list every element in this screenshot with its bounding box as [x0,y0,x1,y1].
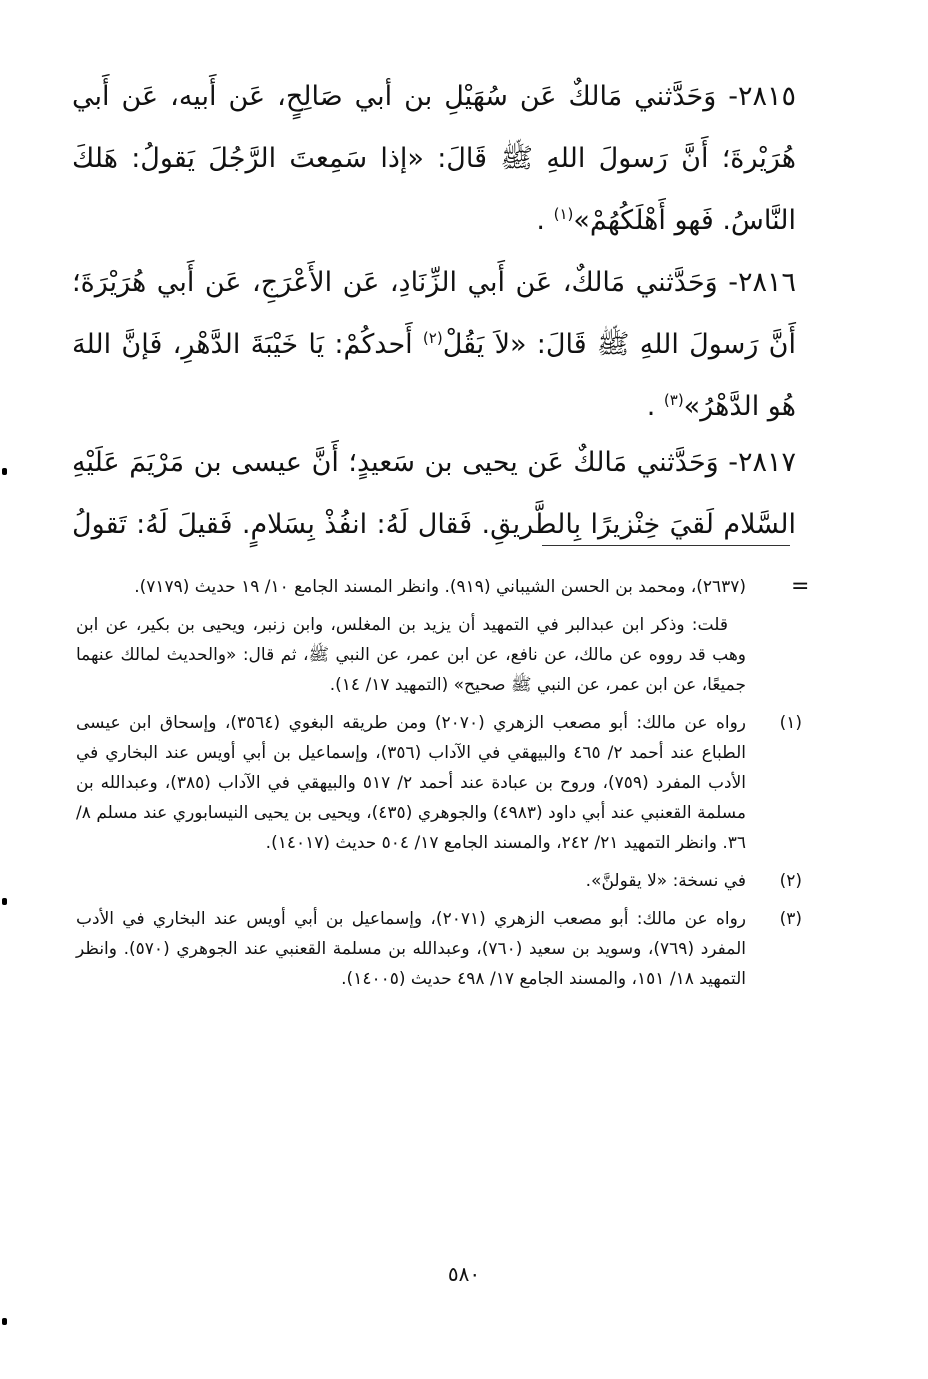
hadith-text-cont: أَحدكُمْ: يَا خَيْبَةَ الدَّهْرِ، فَإنَّ اللهَ هُو الدَّهْرُ» [72,329,796,422]
hadith-text: ٢٨١٥- وَحَدَّثني مَالكٌ عَن سُهَيْلِ بن أبي صَالِحٍ، عَن أَبيه، عَن أَبي هُرَيْرةَ؛ أَنَّ رَسولَ اللهِ ﷺ قَالَ: «إذا سَمِعتَ الرَّجُلَ يَقولُ: هَلكَ النَّاسُ. فَهو أَهْلَكُهُمْ» [72,81,796,236]
footnote-1 [76,708,802,858]
hadith-text: ٢٨١٧- وَحَدَّثني مَالكٌ عَن يحيى بن سَعيدٍ؛ أَنَّ عيسى بن مَرْيَمَ عَلَيْهِ السَّلام لَقيَ خِنْزيرًا بِالطَّريقِ. فَقال لَهُ: انفُذْ بِسَلامٍ. فَقيلَ لَهُ: تَقولُ [72,447,796,540]
footnote-number: (٢) [779,871,802,891]
hadith-end: . [646,391,664,422]
hadith-2815 [72,66,796,252]
footnote-number: (١) [779,713,802,733]
hadith-end: . [536,205,554,236]
hadith-2816 [72,252,796,438]
footnote-continued: (٢٦٣٧)، ومحمد بن الحسن الشيباني (٩١٩). وانظر المسند الجامع ١٠/ ١٩ حديث (٧١٧٩). [134,577,746,597]
scan-mark [2,1318,7,1325]
footnote-3 [76,904,802,994]
footnote-2 [76,866,802,896]
continuation-marker: = [791,574,810,599]
page-number: ٥٨٠ [447,1262,481,1286]
hadith-2817 [72,432,796,556]
footnotes [76,572,802,1002]
footnote-text: رواه عن مالك: أبو مصعب الزهري (٢٠٧١)، وإسماعيل بن أبي أويس عند البخاري في الأدب المفرد (٧٦٩)، وسويد بن سعيد (٧٦٠)، وعبدالله بن مسلمة القعنبي عند الجوهري (٥٧٠). وانظر التمهيد ١٨/ ١٥١، والمسند الجامع ١٧/ ٤٩٨ حديث (١٤٠٠٥). [76,909,746,989]
scan-mark [2,468,7,475]
hadith-text: ٢٨١٦- وَحَدَّثني مَالكٌ، عَن أَبي الزِّنَادِ، عَن الأَعْرَجِ، عَن أَبي هُرَيْرَةَ؛ أَنَّ رَسولَ اللهِ ﷺ قَالَ: «لاَ يَقُلْ [72,267,796,360]
scan-mark [2,898,7,905]
footnote-ref: (٣) [663,391,684,409]
footnote-ref: (٢) [422,329,443,347]
footnote-ref: (١) [553,205,574,223]
footnote-number: (٣) [779,909,802,929]
footnote-text: رواه عن مالك: أبو مصعب الزهري (٢٠٧٠) ومن طريقه البغوي (٣٥٦٤)، وإسحاق ابن عيسى الطباع عند أحمد ٢/ ٤٦٥ والبيهقي في الآداب (٣٥٦)، وإسماعيل بن أبي أويس عند البخاري في الأدب المفرد (٧٥٩)، وروح بن عبادة عند أحمد ٢/ ٥١٧ والبيهقي في الآداب (٣٨٥)، وعبدالله بن مسلمة القعنبي عند أبي داود (٤٩٨٣) والجوهري (٤٣٥)، ويحيى بن يحيى النيسابوري عند مسلم ٨/ ٣٦. وانظر التمهيد ٢١/ ٢٤٢، والمسند الجامع ١٧/ ٥٠٤ حديث (١٤٠١٧). [76,713,746,853]
footnote-remark: قلت: وذكر ابن عبدالبر في التمهيد أن يزيد بن المغلس، وابن زنبر، ويحيى بن بكير، عن ابن وهب قد رووه عن مالك، عن نافع، عن ابن عمر، عن النبي ﷺ، ثم قال: «والحديث لمالك عنهما جميعًا، عن ابن عمر، عن النبي ﷺ صحيح» (التمهيد ١٧/ ١٤). [76,615,746,695]
footnote-separator [542,545,790,546]
footnote-text: في نسخة: «لا يقولنَّ». [585,871,746,891]
